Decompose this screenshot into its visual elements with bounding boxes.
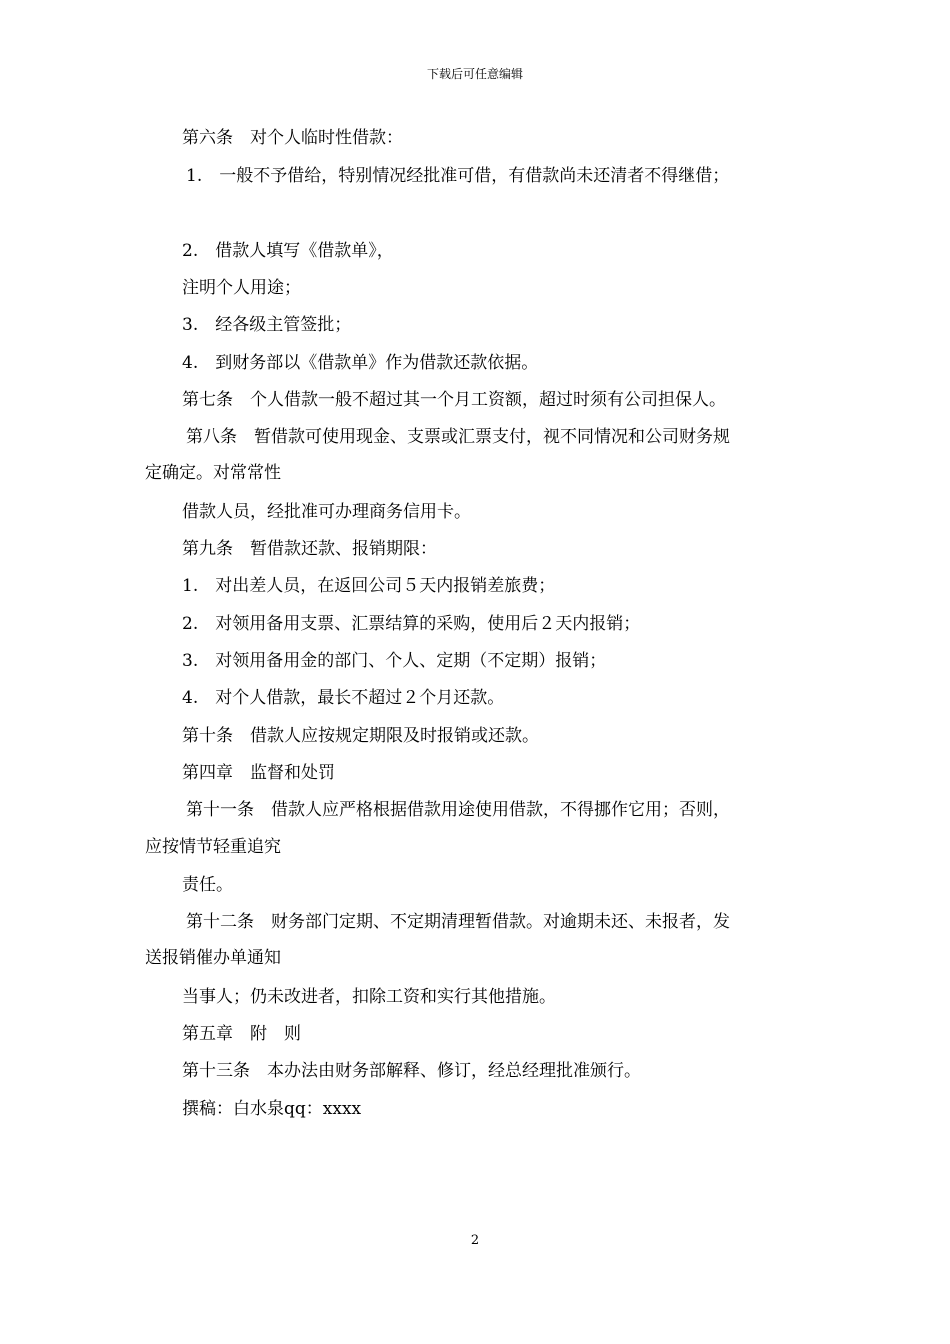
article-6-item-3: 3. 经各级主管签批； [182,315,352,335]
article-8-cont-2: 借款人员，经批准可办理商务信用卡。 [182,502,471,522]
article-13: 第十三条 本办法由财务部解释、修订，经总经理批准颁行。 [182,1061,641,1081]
article-6-item-2: 2. 借款人填写《借款单》， [182,241,394,261]
chapter-5-heading: 第五章 附 则 [182,1024,301,1044]
article-7: 第七条 个人借款一般不超过其一个月工资额，超过时须有公司担保人。 [182,390,726,410]
article-9-item-1: 1. 对出差人员，在返回公司５天内报销差旅费； [182,576,556,596]
article-12-cont-1: 送报销催办单通知 [145,948,281,968]
article-11-cont-1: 应按情节轻重追究 [145,837,281,857]
article-6-item-4: 4. 到财务部以《借款单》作为借款还款依据。 [182,353,539,373]
article-9-heading: 第九条 暂借款还款、报销期限： [182,539,437,559]
article-8: 第八条 暂借款可使用现金、支票或汇票支付，视不同情况和公司财务规 [186,427,730,447]
chapter-4-heading: 第四章 监督和处罚 [182,763,335,783]
page-number: 2 [470,1233,480,1248]
article-9-item-2: 2. 对领用备用支票、汇票结算的采购，使用后２天内报销； [182,614,641,634]
article-12-cont-2: 当事人；仍未改进者，扣除工资和实行其他措施。 [182,987,556,1007]
article-9-item-4: 4. 对个人借款，最长不超过２个月还款。 [182,688,505,708]
page-header: 下载后可任意编辑 [426,67,523,81]
article-6-item-1: 1. 一般不予借给，特别情况经批准可借，有借款尚未还清者不得继借； [186,166,730,186]
article-6-heading: 第六条 对个人临时性借款： [182,128,403,148]
article-12: 第十二条 财务部门定期、不定期清理暂借款。对逾期未还、未报者，发 [186,912,730,932]
article-6-item-2-cont: 注明个人用途； [182,278,301,298]
article-9-item-3: 3. 对领用备用金的部门、个人、定期（不定期）报销； [182,651,607,671]
article-11-cont-2: 责任。 [182,875,233,895]
article-10: 第十条 借款人应按规定期限及时报销或还款。 [182,726,539,746]
article-11: 第十一条 借款人应严格根据借款用途使用借款，不得挪作它用；否则， [186,800,730,820]
author-line: 撰稿：白水泉qq：xxxx [182,1099,362,1119]
article-8-cont-1: 定确定。对常常性 [145,463,281,483]
